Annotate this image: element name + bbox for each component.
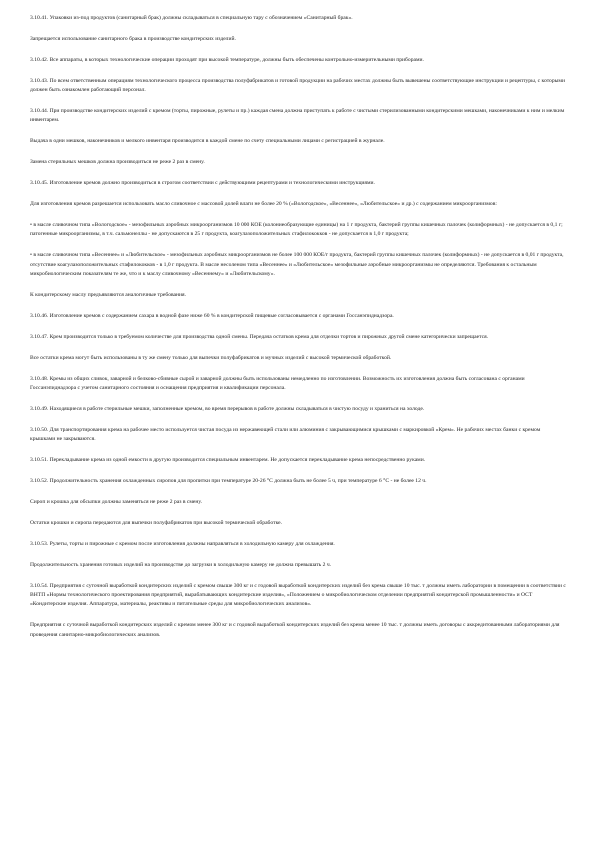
paragraph-cream-leftovers: Все остатки крема могут быть использованы в ту же смену только для выпечки полуфабрикатов и мучных изделий с высокой термической обработкой.: [30, 354, 392, 361]
paragraph-confectionery-butter: К кондитерскому маслу предъявляются аналогичные требования.: [30, 292, 187, 298]
list-item-vologodskoe: • в масле сливочном типа «Вологодское» - мезофильных аэробных микроорганизмов 10 000 КОЕ (колониеобразующие единицы) на 1 г продукта, бактерий группы кишечных палочек (колиформных) - не допускается в 0,1 г; патогенные микроорганизмы, в т.ч. сальмонеллы - не допускаются в 25 г продукта, коагулазоположительных стафилококков - не допускается в 1,0 г продукта;: [30, 221, 563, 238]
paragraph-3-10-46: 3.10.46. Изготовление кремов с содержанием сахара в водной фазе ниже 60 % в кондитерской пищевые согласовывается с органами Госсанэпиднадзора.: [30, 312, 394, 319]
paragraph-bag-replacement: Замена стерильных мешков должна производиться не реже 2 раз в смену.: [30, 159, 205, 166]
paragraph-3-10-43: 3.10.43. По всем ответственным операциям технологического процесса производства полуфабрикатов и готовой продукции на рабочих местах должны быть вывешены соответствующие инструкции и рецептуры, с которыми должен быть ознакомлен работающий персонал.: [30, 77, 565, 94]
document-body: [30, 14, 566, 652]
paragraph-3-10-53: 3.10.53. Рулеты, торты и пирожные с кремом после изготовления должны направляться в холодильную камеру для охлаждения.: [30, 540, 335, 547]
paragraph-3-10-49: 3.10.49. Находящиеся в работе стерильные мешки, заполненные кремом, во время перерывов в работе должны складываться в чистую посуду и храниться на холоде.: [30, 405, 425, 412]
paragraph-3-10-45: 3.10.45. Изготовление кремов должно производиться в строгом соответствии с действующими рецептурами и технологическими инструкциями.: [30, 180, 375, 187]
paragraph-3-10-47: 3.10.47. Крем производится только в требуемом количестве для производства одной смены. Передача остатков крема для отделки тортов и пирожных другой смене категорически запрещается.: [30, 333, 489, 340]
paragraph-3-10-48: 3.10.48. Кремы из общих сливок, заварной и белково-сбивные сырой и заварной должны быть использованы немедленно по изготовлении. Возможность их изготовления должна быть согласована с органами Госсанэпиднадзора с учетом санитарного состояния и оснащения предприятия и квалификации персонала.: [30, 375, 525, 392]
paragraph-storage-duration: Продолжительность хранения готовых изделий на производстве до загрузки в холодильную камеру не должна превышать 2 ч.: [30, 561, 332, 568]
paragraph-3-10-44: 3.10.44. При производстве кондитерских изделий с кремом (торты, пирожные, рулеты и пр.) каждая смена должна приступать к работе с чистыми стерилизованными кондитерскими мешками, наконечниками к ним и мелким инвентарем.: [30, 108, 565, 124]
paragraph-small-enterprises: Предприятия с суточной выработкой кондитерских изделий с кремом менее 300 кг и с годовой выработкой кондитерских изделий без крема менее 10 тыс. т должны иметь договоры с аккредитованными лабораториями для проведения санитарно-микробиологических анализов.: [30, 622, 560, 638]
paragraph-3-10-41: 3.10.41. Упаковки из-под продуктов (санитарный брак) должны складываться в специальную тару с обозначением «Санитарный брак».: [30, 15, 353, 21]
paragraph-syrup-replacement: Сироп и крошка для обсыпки должны заменяться не реже 2 раз в смену.: [30, 498, 203, 505]
paragraph-bag-issue: Выдача в одни мешков, наконечников и мелкого инвентаря производится в каждой смене по счету специальными лицами с регистрацией в журнале.: [30, 138, 385, 145]
paragraph-no-sanitary-brak: Запрещается использование санитарного брака в производстве кондитерских изделий.: [30, 35, 236, 42]
paragraph-3-10-52: 3.10.52. Продолжительность хранения охлажденных сиропов для пропитки при температуре 20-26 °С должна быть не более 5 ч, при температуре 6 °С - не более 12 ч.: [30, 478, 427, 485]
paragraph-crumb-leftovers: Остатки крошки и сиропа передаются для выпечки полуфабрикатов при высокой термической обработке.: [30, 519, 283, 526]
paragraph-butter-requirements: Для изготовления кремов разрешается использовать масло сливочное с массовой долей влаги не более 20 % («Вологодское», «Весеннее», «Любительское» и др.) с содержанием микроорганизмов:: [30, 201, 497, 208]
list-item-vesennee: • в масле сливочном типа «Весеннее» и «Любительское» - мезофильных аэробных микроорганизмов не более 100 000 КОЕ/г продукта, бактерий группы кишечных палочек (колиформных) - не допускается в 0,01 г продукта, отсутствие коагулазоположительных стафилококков - в 1,0 г продукта. В масле несоленом типа «Весеннее» и «Любительское» мезофильные аэробные микроорганизмы не определяются. Требования к остальным микробиологическим показателям те же, что и к маслу сливочному «Весеннему» и «Любительскому».: [30, 252, 564, 278]
paragraph-3-10-54: 3.10.54. Предприятия с суточной выработкой кондитерских изделий с кремом свыше 300 кг и с годовой выработкой кондитерских изделий без крема свыше 10 тыс. т должны иметь лаборатории в помещении в соответствии с ВНТП «Нормы технологического проектирования предприятий, вырабатывающих кондитерские изделия», «Положением о микробиологическом отделении предприятий кондитерской промышленности» и ОСТ «Кондитерские изделия. Аппаратура, материалы, реактивы и питательные среды для микробиологических анализов».: [30, 582, 566, 608]
paragraph-3-10-42: 3.10.42. Все аппараты, в которых технологические операции проходят при высокой температуре, должны быть обеспечены контрольно-измерительными приборами.: [30, 56, 424, 63]
paragraph-3-10-51: 3.10.51. Перекладывание крема из одной емкости в другую производится специальным инвентарем. Не допускается перекладывание крема непосредственно руками.: [30, 457, 426, 464]
paragraph-3-10-50: 3.10.50. Для транспортирования крема на рабочее место используется чистая посуда из нержавеющей стали или алюминия с закрывающимися крышками с маркировкой «Крем». Не рабочих местах банки с кремом крышками не закрываются.: [30, 426, 541, 443]
